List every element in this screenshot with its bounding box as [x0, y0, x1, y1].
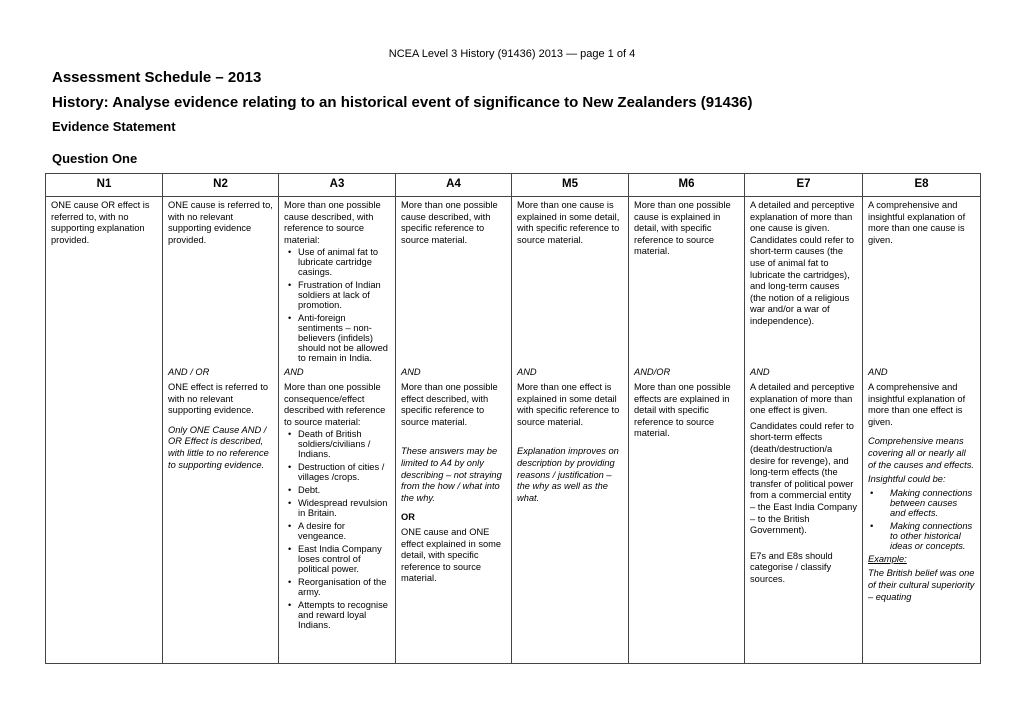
cause-n1 — [46, 197, 163, 367]
evidence-heading: Evidence Statement — [52, 119, 176, 134]
connector-label: AND — [517, 367, 537, 378]
list-item: • Making connections to other historical ideas or concepts. — [882, 521, 975, 551]
schedule-title: Assessment Schedule – 2013 — [52, 69, 262, 86]
running-header: NCEA Level 3 History (91436) 2013 — page 1 of 4 — [388, 48, 636, 60]
list-item: • Making connections between causes and effects. — [882, 488, 975, 518]
table-row — [46, 366, 981, 664]
cell-text: ONE effect is referred to with no relevant supporting evidence. — [168, 381, 269, 416]
cell-text: A detailed and perceptive explanation of more than one effect is given. — [750, 381, 855, 416]
connector-label: AND — [401, 367, 421, 378]
connector-label: AND — [868, 367, 888, 378]
list-item: • Reorganisation of the army. — [298, 577, 390, 597]
cell-text: More than one possible cause is explained in detail, with specific reference to source material. — [634, 200, 731, 257]
cell-note: Comprehensive means covering all or nearly all of the causes and effects. — [868, 436, 974, 470]
list-item: • Debt. — [298, 485, 390, 495]
cell-text: A comprehensive and insightful explanation of more than one effect is given. — [868, 381, 966, 427]
connector-label: AND — [750, 367, 770, 378]
bullet-list — [868, 488, 975, 551]
cell-text: ONE cause is referred to, with no relevant supporting evidence provided. — [168, 200, 273, 245]
cell-text: More than one possible effect described, with specific reference to source material. — [401, 381, 498, 427]
bullet-list — [284, 247, 390, 363]
effect-e7 — [745, 366, 863, 664]
cell-text: A comprehensive and insightful explanation of more than one cause is given. — [868, 200, 966, 245]
question-heading: Question One — [52, 151, 138, 166]
effect-a4 — [396, 366, 512, 664]
bullet-list — [284, 429, 390, 630]
effect-n1 — [46, 366, 163, 664]
list-item: • Destruction of cities / villages /crops. — [298, 462, 390, 482]
col-m5: M5 — [512, 174, 629, 197]
cell-note: These answers may be limited to A4 by only describing – not straying from the how / what into the why. — [401, 446, 502, 503]
effect-e8 — [863, 366, 981, 664]
cell-note: Explanation improves on description by providing reasons / justification – the why as well as the what. — [517, 446, 619, 503]
subject-title: History: Analyse evidence relating to an historical event of significance to New Zealanders (91436) — [52, 94, 753, 111]
col-e8: E8 — [863, 174, 981, 197]
example-text: The British belief was one of their cultural superiority – equating — [868, 568, 975, 602]
list-item: • Widespread revulsion in Britain. — [298, 498, 390, 518]
col-n2: N2 — [163, 174, 279, 197]
cell-text: More than one possible cause described, with reference to source material: — [284, 200, 381, 245]
cause-a4 — [396, 197, 512, 367]
cell-text: A detailed and perceptive explanation of more than one cause is given. Candidates could refer to short-term causes (the use of animal fat to lubricate the cartridges), and long-term causes (the notion of a religious war and/or a war of independence). — [750, 200, 855, 326]
list-item: • Anti-foreign sentiments – non-believers (infidels) should not be allowed to remain in India. — [298, 313, 390, 363]
effect-a3 — [279, 366, 396, 664]
cause-n2 — [163, 197, 279, 367]
col-m6: M6 — [629, 174, 745, 197]
connector-label: AND/OR — [634, 367, 671, 378]
cell-text: Candidates could refer to short-term effects (death/destruction/a desire for revenge), and long-term effects (the transfer of political power from a commercial entity – the East India Company – to the British Government). — [750, 420, 857, 536]
connector-label: AND — [284, 367, 304, 378]
cause-e8 — [863, 197, 981, 367]
cause-m6 — [629, 197, 745, 367]
col-e7: E7 — [745, 174, 863, 197]
connector-label: AND / OR — [168, 367, 210, 378]
cause-m5 — [512, 197, 629, 367]
col-a3: A3 — [279, 174, 396, 197]
cause-e7 — [745, 197, 863, 367]
assessment-table — [45, 173, 981, 664]
cell-note: Only ONE Cause AND / OR Effect is described, with little to no reference to supporting evidence. — [168, 424, 269, 470]
effect-m5 — [512, 366, 629, 664]
col-n1: N1 — [46, 174, 163, 197]
cell-text: More than one possible cause described, with specific reference to source material. — [401, 200, 498, 245]
effect-m6 — [629, 366, 745, 664]
cell-text: More than one effect is explained in some detail with specific reference to source material. — [517, 381, 620, 427]
cell-text: More than one cause is explained in some detail, with specific reference to source material. — [517, 200, 620, 245]
cell-text: More than one possible consequence/effect described with reference to source material: — [284, 381, 386, 427]
header-row — [46, 174, 981, 197]
cause-a3 — [279, 197, 396, 367]
list-item: • Use of animal fat to lubricate cartridge casings. — [298, 247, 390, 277]
cell-note: Insightful could be: — [868, 474, 946, 485]
example-label: Example: — [868, 553, 907, 564]
cell-text: ONE cause and ONE effect explained in some detail, with specific reference to source material. — [401, 526, 502, 584]
connector-label: OR — [401, 512, 415, 523]
list-item: • A desire for vengeance. — [298, 521, 390, 541]
col-a4: A4 — [396, 174, 512, 197]
list-item: • Frustration of Indian soldiers at lack of promotion. — [298, 280, 390, 310]
list-item: • Attempts to recognise and reward loyal Indians. — [298, 600, 390, 630]
list-item: • East India Company loses control of political power. — [298, 544, 390, 574]
cell-note: E7s and E8s should categorise / classify sources. — [750, 550, 833, 584]
list-item: • Death of British soldiers/civilians / Indians. — [298, 429, 390, 459]
cell-text: ONE cause OR effect is referred to, with no supporting explanation provided. — [51, 200, 150, 245]
effect-n2 — [163, 366, 279, 664]
table-row — [46, 197, 981, 367]
cell-text: More than one possible effects are explained in detail with specific reference to source material. — [634, 381, 731, 439]
